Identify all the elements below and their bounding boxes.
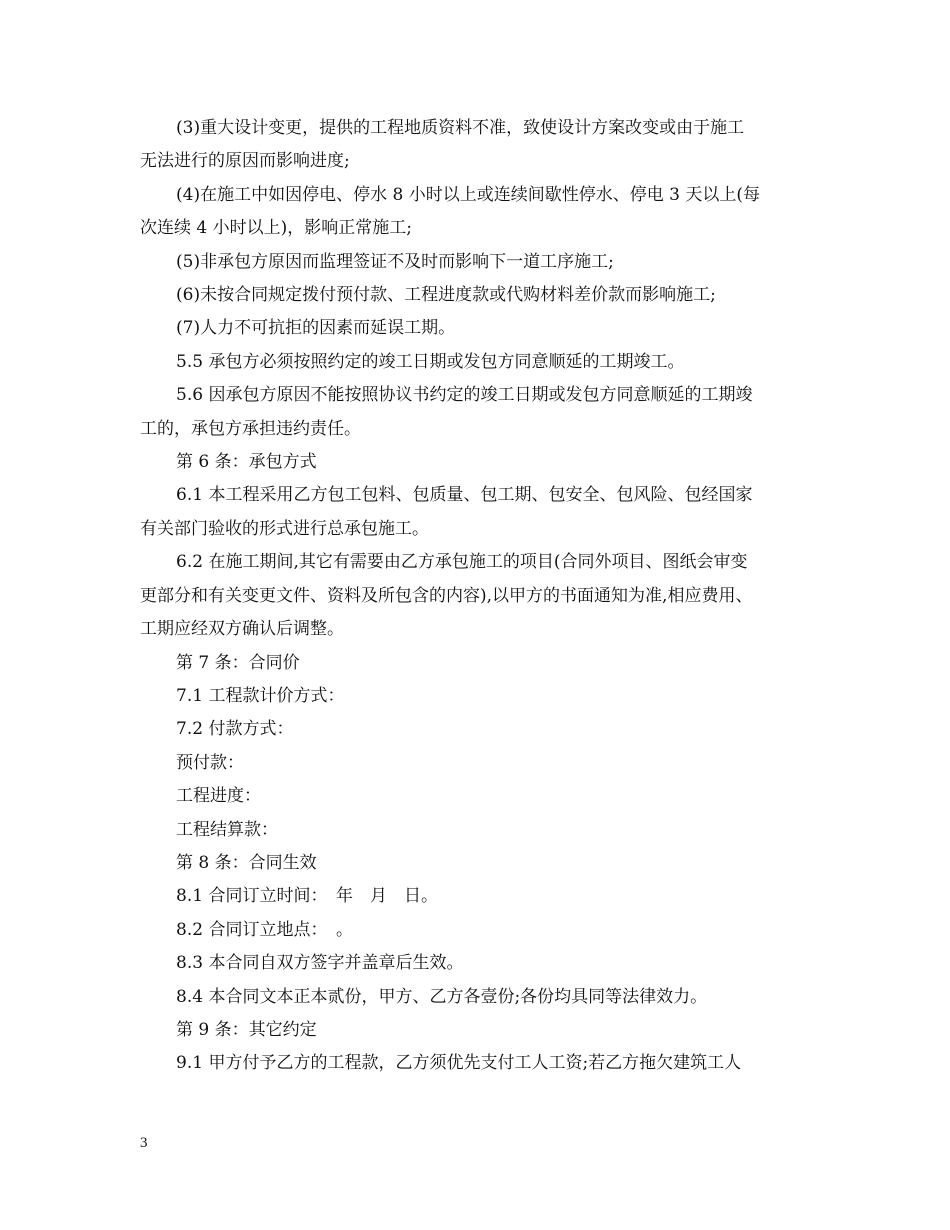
text-line-29: 9.1 甲方付予乙方的工程款，乙方须优先支付工人工资;若乙方拖欠建筑工人: [176, 1053, 742, 1074]
text-line-10: 工的，承包方承担违约责任。: [140, 418, 361, 439]
text-line-20: 预付款：: [176, 752, 244, 773]
text-line-9: 5.6 因承包方原因不能按照协议书约定的竣工日期或发包方同意顺延的工期竣: [176, 385, 753, 406]
text-line-19: 7.2 付款方式：: [176, 719, 294, 740]
section-heading-8: 第 8 条：合同生效: [176, 852, 317, 873]
text-line-5: (5)非承包方原因而监理签证不及时而影响下一道工序施工;: [176, 251, 614, 272]
text-line-27: 8.4 本合同文本正本贰份，甲方、乙方各壹份;各份均具同等法律效力。: [176, 986, 708, 1007]
text-line-6: (6)未按合同规定拨付预付款、工程进度款或代购材料差价款而影响施工;: [176, 285, 716, 306]
text-line-18: 7.1 工程款计价方式：: [176, 685, 345, 706]
text-line-13: 有关部门验收的形式进行总承包施工。: [140, 518, 429, 539]
body-text: [140, 112, 820, 1081]
text-line-4: 次连续 4 小时以上)，影响正常施工;: [140, 218, 412, 239]
section-heading-6: 第 6 条：承包方式: [176, 452, 317, 473]
text-line-12: 6.1 本工程采用乙方包工包料、包质量、包工期、包安全、包风险、包经国家: [176, 485, 753, 506]
text-line-1: (3)重大设计变更，提供的工程地质资料不准，致使设计方案改变或由于施工: [176, 118, 745, 138]
page-number: 3: [140, 1135, 148, 1151]
text-line-3: (4)在施工中如因停电、停水 8 小时以上或连续间歇性停水、停电 3 天以上(每: [176, 184, 760, 205]
text-line-8: 5.5 承包方必须按照约定的竣工日期或发包方同意顺延的工期竣工。: [176, 351, 685, 372]
text-line-14: 6.2 在施工期间,其它有需要由乙方承包施工的项目(合同外项目、图纸会审变: [176, 552, 748, 573]
text-line-2: 无法进行的原因而影响进度;: [140, 151, 350, 172]
text-line-7: (7)人力不可抗拒的因素而延误工期。: [176, 318, 456, 339]
text-line-25: 8.2 合同订立地点： 。: [176, 919, 353, 940]
text-line-26: 8.3 本合同自双方签字并盖章后生效。: [176, 953, 464, 974]
text-line-21: 工程进度：: [176, 786, 261, 807]
text-line-24: 8.1 合同订立时间： 年 月 日。: [176, 886, 438, 907]
section-heading-7: 第 7 条：合同价: [176, 652, 300, 673]
section-heading-9: 第 9 条：其它约定: [176, 1019, 317, 1040]
text-line-15: 更部分和有关变更文件、资料及所包含的内容),以甲方的书面通知为准,相应费用、: [140, 585, 753, 606]
text-line-22: 工程结算款：: [176, 819, 278, 840]
text-line-16: 工期应经双方确认后调整。: [140, 619, 344, 640]
